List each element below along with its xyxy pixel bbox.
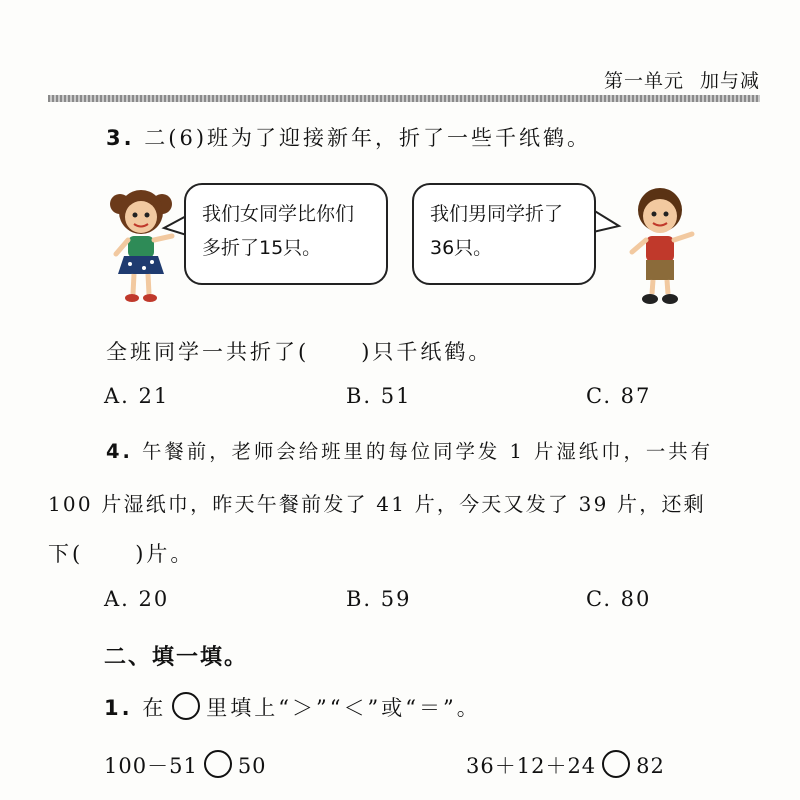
- topic-label: 加与减: [699, 70, 760, 92]
- girl-bubble-line1: 我们女同学比你们: [202, 203, 355, 225]
- q4-line1: [106, 436, 713, 464]
- q3-text: 二(6)班为了迎接新年，折了一些千纸鹤。: [144, 126, 592, 150]
- fill1-number: 1.: [104, 696, 133, 720]
- q4-line1-text: 午餐前，老师会给班里的每位同学发 1 片湿纸巾，一共有: [142, 440, 714, 463]
- boy-speech-bubble: [412, 183, 596, 285]
- girl-speech-bubble: [184, 183, 388, 285]
- fill1-after: 里填上“＞”“＜”或“＝”。: [206, 696, 481, 720]
- expr1-circle-blank[interactable]: [204, 750, 232, 778]
- q4-option-a[interactable]: A. 20: [104, 587, 170, 611]
- boy-bubble-line1: 我们男同学折了: [430, 203, 564, 225]
- expr1-right: 50: [237, 754, 267, 778]
- q3-number: 3.: [106, 126, 135, 150]
- girl-bubble-line2: 多折了15只。: [202, 237, 322, 259]
- q3-question-after: )只千纸鹤。: [361, 340, 493, 364]
- circle-blank-icon: [172, 692, 200, 720]
- q4-option-c[interactable]: C. 80: [586, 587, 652, 611]
- fill1-before: 在: [142, 696, 167, 720]
- expr2-left: 36＋12＋24: [466, 754, 597, 778]
- boy-bubble-line2: 36只。: [430, 237, 493, 259]
- q4-number: 4.: [106, 440, 133, 463]
- q4-option-b[interactable]: B. 59: [346, 587, 412, 611]
- unit-label: 第一单元: [603, 70, 684, 92]
- q3-question: [106, 336, 492, 366]
- q3-option-a[interactable]: A. 21: [104, 384, 170, 408]
- boy-illustration: [620, 180, 700, 308]
- fill1-expr2: [466, 750, 665, 780]
- expr1-left: 100－51: [104, 754, 198, 778]
- q4-line3-after: )片。: [135, 542, 195, 566]
- q3-option-b[interactable]: B. 51: [346, 384, 412, 408]
- section2-title: 二、填一填。: [104, 645, 249, 670]
- q4-line2: 100 片湿纸巾，昨天午餐前发了 41 片，今天又发了 39 片，还剩: [48, 492, 706, 516]
- q4-line3-before: 下(: [48, 542, 84, 566]
- header-rule: [48, 95, 760, 102]
- q4-line3: [48, 538, 194, 568]
- q3-question-before: 全班同学一共折了(: [106, 340, 310, 364]
- boy-bubble-tail: [593, 206, 623, 236]
- fill1-instruction: [104, 692, 481, 722]
- q3-option-c[interactable]: C. 87: [586, 384, 652, 408]
- page-header: [604, 66, 760, 93]
- fill1-expr1: [104, 750, 267, 780]
- q3-text-line: [106, 122, 591, 152]
- girl-illustration: [100, 178, 180, 306]
- expr2-right: 82: [636, 754, 665, 778]
- expr2-circle-blank[interactable]: [602, 750, 630, 778]
